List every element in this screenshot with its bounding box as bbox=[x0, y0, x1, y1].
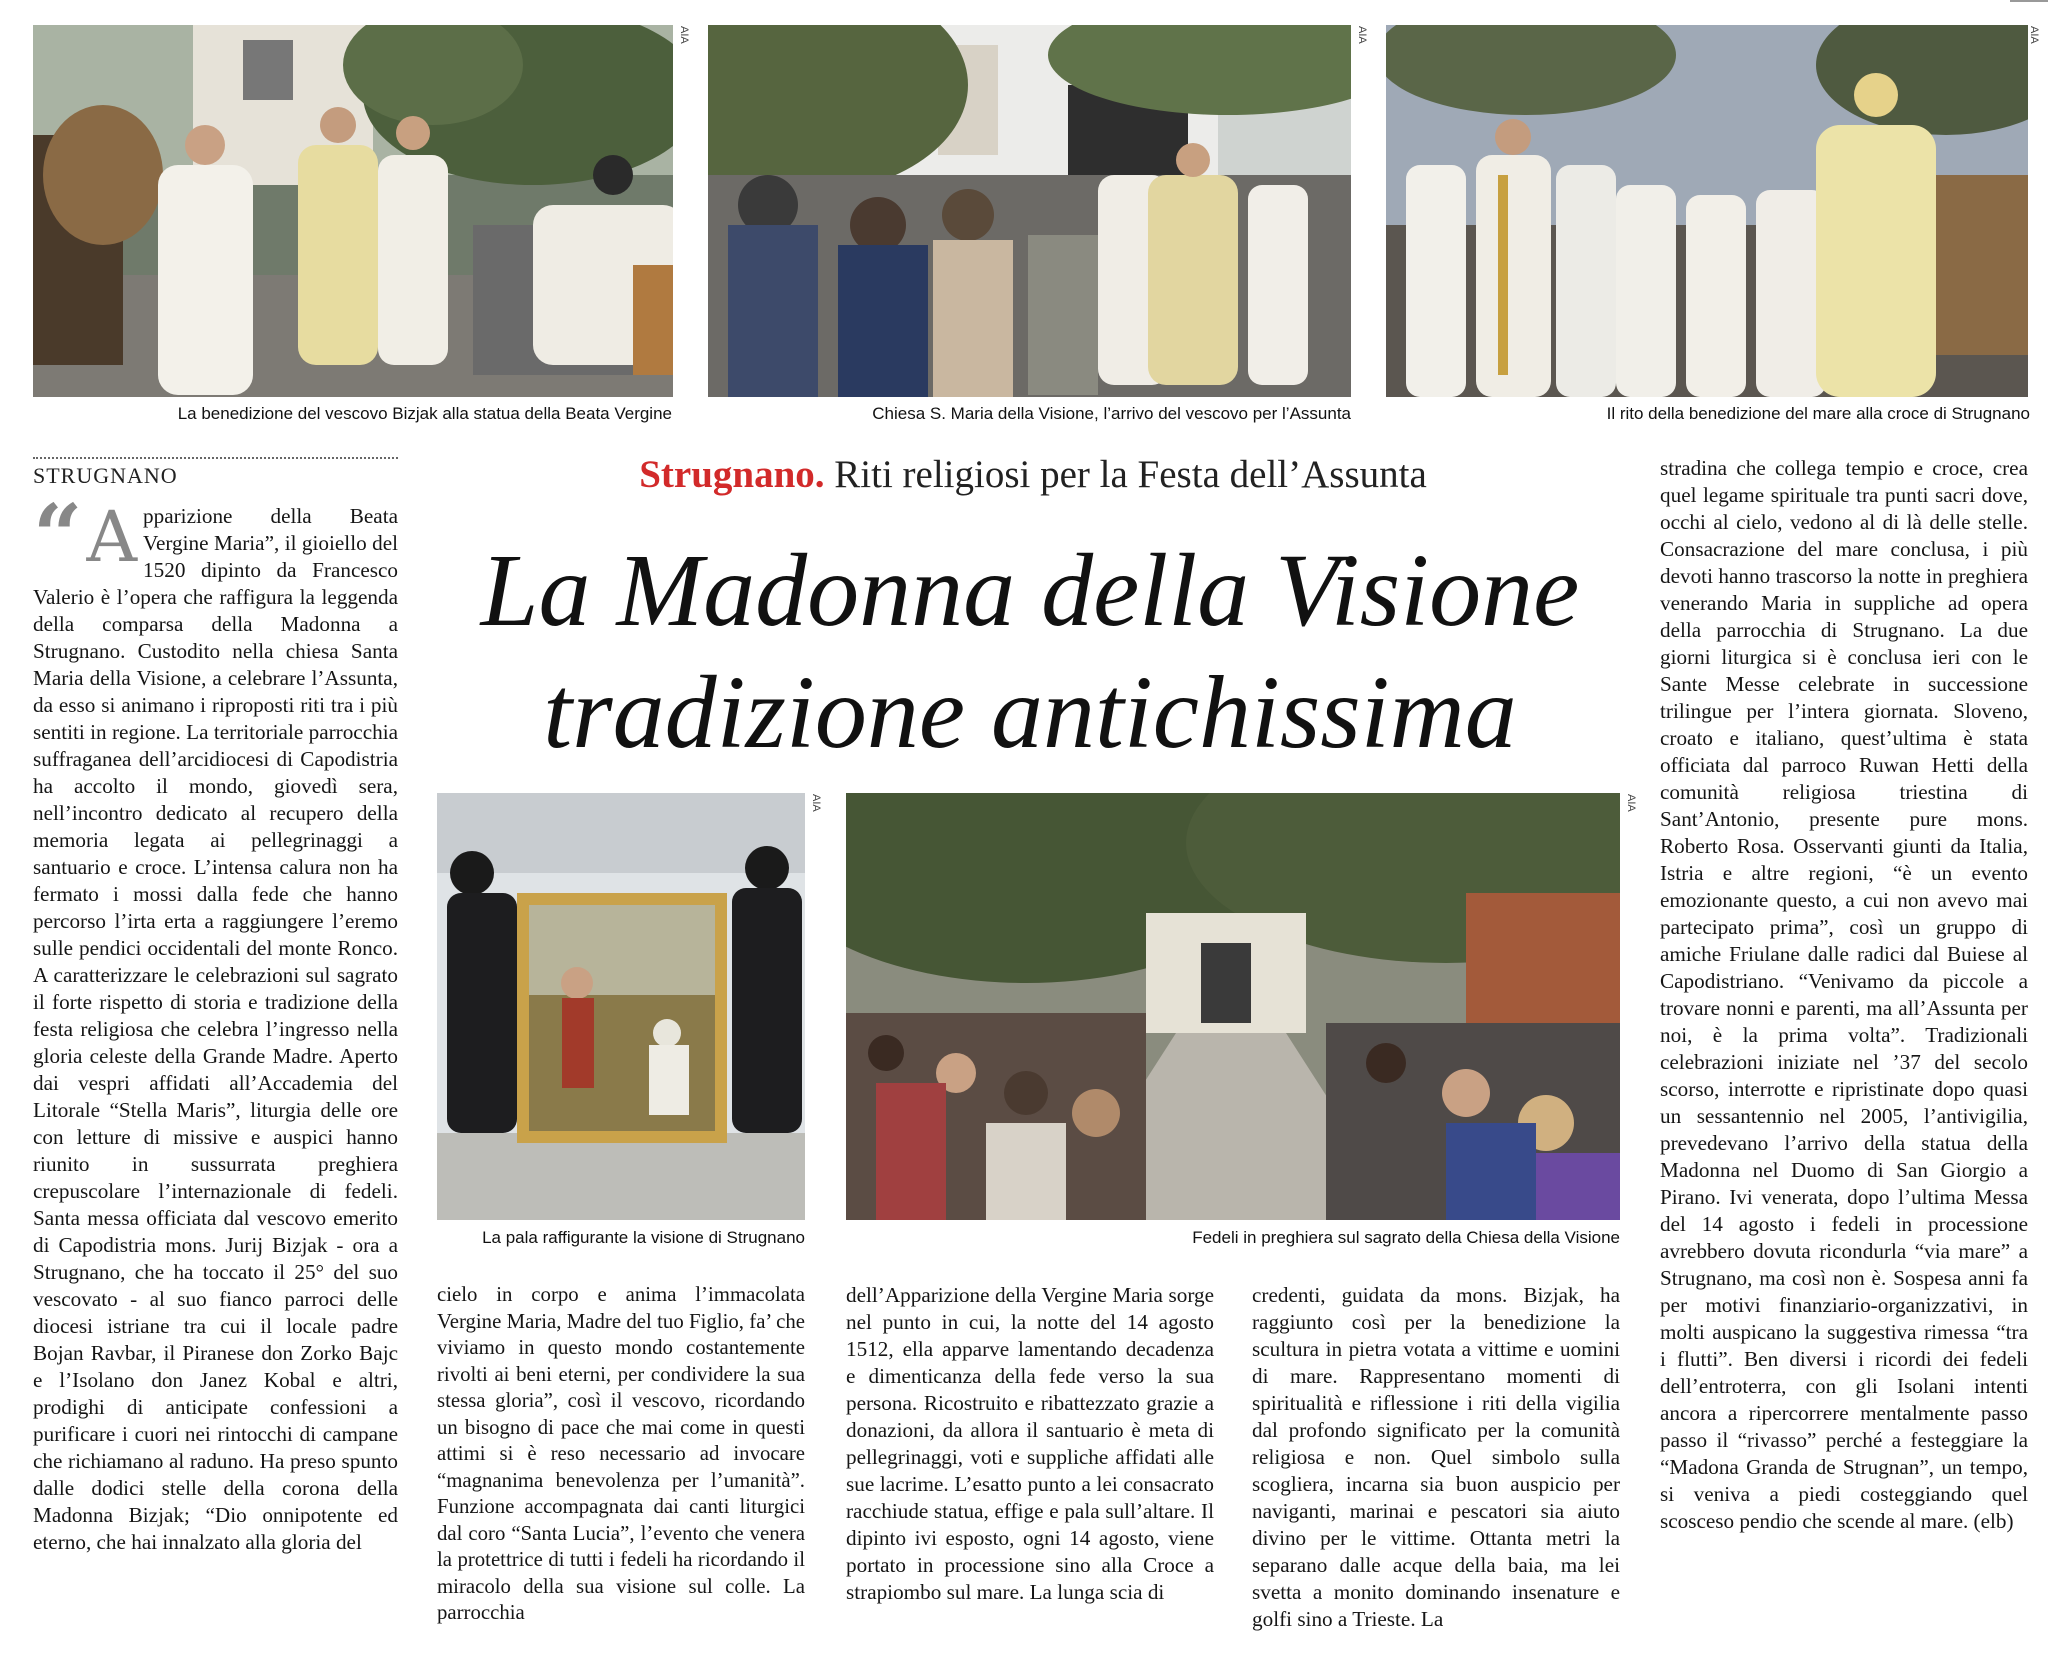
kicker bbox=[548, 452, 1518, 497]
article-column-4 bbox=[1252, 1282, 1620, 1633]
article-text: stradina che collega tempio e croce, crea quel legame spirituale tra punti sacri dove, occhi al cielo, vedono al di là delle stelle. Consacrazione del mare conclusa, i più devoti hanno trascorso la notte in preghiera venerando Maria in suppliche ad opera della parrocchia di Strugnano. La due giorni liturgica si è conclusa ieri con le Sante Messe celebrate in successione trilingue per l’intera giornata. Sloveno, croato e italiano, quest’ultima è stata officiata dal parroco Ruwan Hetti della comunità religiosa triestina di Sant’Antonio, presente pure mons. Roberto Rosa. Osservanti giunti da Italia, Istria e altre regioni, “è un evento emozionante questo, a cui non avevo mai partecipato prima”, così un gruppo di amiche Friulane dalle radici dal Buiese al Capodistriano. “Venivamo da piccole a trovare nonni e parenti, ma all’Assunta per noi, è la prima volta”. Tradizionali celebrazioni iniziate nel ’37 del secolo scorso, interrotte e ripristinate dopo quasi un sessantennio nel 2005, l’antivigilia, prevedevano l’arrivo della statua della Madonna nel Duomo di San Giorgio a Pirano. Ivi venerata, dopo l’ultima Messa del 14 agosto i fedeli in processione avrebbero dovuta ricondurla “via mare” a Strugnano, ma così non è. Sospesa anni fa per motivi finanziario-organizzativi, in molti auspicano la suggestiva rimessa “tra i flutti”. Ben diversi i ricordi dei fedeli dell’entroterra, con gli Isolani intenti ancora a ripercorrere mentalmente passo passo il “rivasso” perché a festeggiare la “Madona Granda de Strugnan”, un tempo, si veniva a piedi costeggiando quel scosceso pendio che scende al mare. (elb) bbox=[1660, 456, 2028, 1533]
article-column-2 bbox=[437, 1282, 805, 1627]
photo-caption: Chiesa S. Maria della Visione, l’arrivo del vescovo per l’Assunta bbox=[872, 404, 1351, 423]
photo-credit: AIA bbox=[1356, 26, 1368, 44]
headline bbox=[430, 530, 1630, 774]
kicker-text: Riti religiosi per la Festa dell’Assunta bbox=[834, 453, 1427, 496]
section-label: STRUGNANO bbox=[33, 457, 398, 489]
photo-credit: AIA bbox=[678, 26, 690, 44]
photo-credit: AIA bbox=[810, 794, 822, 812]
drop-cap: A bbox=[86, 496, 138, 578]
photo-altarpiece bbox=[437, 793, 805, 1220]
article-column-1 bbox=[33, 486, 398, 1556]
photo-faithful-praying bbox=[846, 793, 1620, 1220]
top-rule bbox=[2010, 0, 2048, 2]
photo-caption: La pala raffigurante la visione di Strugnano bbox=[482, 1228, 805, 1247]
photo-bishop-blessing-statue bbox=[33, 25, 673, 397]
article-text: credenti, guidata da mons. Bizjak, ha raggiunto così per la benedizione la scultura in pietra votata a vittime e uomini di mare. Rappresentano momenti di spiritualità e riflessione i riti della vigilia dal profondo significato per la comunità religiosa e non. Quel simbolo sulla scogliera, incarna sia buon auspicio per naviganti, marinai e pescatori sia aiuto divino per le vittime. Ottanta metri la separano dalle acque della baia, ma lei svetta a monito dominando insenature e golfi sino a Trieste. La bbox=[1252, 1283, 1620, 1631]
photo-caption: Il rito della benedizione del mare alla croce di Strugnano bbox=[1606, 404, 2030, 423]
article-column-5 bbox=[1660, 455, 2028, 1535]
photo-caption: Fedeli in preghiera sul sagrato della Chiesa della Visione bbox=[1192, 1228, 1620, 1247]
article-text: cielo in corpo e anima l’immacolata Vergine Maria, Madre del tuo Figlio, fa’ che viviamo in questo mondo costantemente rivolti ai beni eterni, per condividere la sua stessa gloria”, così il vescovo, ricordando un bisogno di pace che mai come in questi attimi si è reso necessario ad invocare “magnanima benevolenza per l’umanità”. Funzione accompagnata dai canti liturgici dal coro “Santa Lucia”, l’evento che venera la protettrice di tutti i fedeli ha ricordando il miracolo della sua visione sul colle. La parrocchia bbox=[437, 1283, 805, 1624]
headline-line-1: La Madonna della Visione bbox=[480, 533, 1580, 648]
headline-line-2: tradizione antichissima bbox=[543, 655, 1517, 770]
article-text: dell’Apparizione della Vergine Maria sorge nel punto in cui, la notte del 14 agosto 1512, ella apparve lamentando decadenza e dimenticanza della fede verso la sua persona. Ricostruito e ribattezzato grazie a donazioni, da allora il santuario è meta di pellegrinaggi, voti e suppliche affidati alle sue lacrime. L’esatto punto a lei consacrato racchiude statua, effige e pala sull’altare. Il dipinto ivi esposto, ogni 14 agosto, viene portato in processione sino alla Croce a strapiombo sul mare. La lunga scia di bbox=[846, 1283, 1214, 1604]
article-text: pparizione della Beata Vergine Maria”, il gioiello del 1520 dipinto da Francesco Valerio è l’opera che raffigura la leggenda della comparsa della Madonna a Strugnano. Custodito nella chiesa Santa Maria della Visione, a celebrare l’Assunta, da esso si animano i riproposti riti tra i più sentiti in regione. La territoriale parrocchia suffraganea dell’arcidiocesi di Capodistria ha accolto il mondo, giovedì sera, nell’incontro dedicato al recupero della memoria legata ai pellegrinaggi a santuario e croce. L’intensa calura non ha fermato i mossi dalla fede che hanno percorso l’irta erta a raggiungere l’eremo sulle pendici occidentali del monte Ronco. A caratterizzare le celebrazioni sul sagrato il forte rispetto di storia e tradizione della festa religiosa che celebra l’ingresso nella gloria celeste della Grande Madre. Aperto dai vespri affidati all’Accademia del Litorale “Stella Maris”, liturgia delle ore con letture di missive e auspici hanno riunito in sussurrata preghiera crepuscolare l’internazionale di fedeli. Santa messa officiata dal vescovo emerito di Capodistria mons. Jurij Bizjak - ora a Strugnano, che ha toccato il 25° del suo vescovato - al suo fianco parroci delle diocesi istriane tra cui il locale padre Bojan Ravbar, il Piranese don Zorko Bajc e l’Isolano don Janez Kobal e altri, prodighi di anticipate confessioni a purificare i cuori nei rintocchi di campane che richiamano al raduno. Ha preso spunto dalle dodici stelle della corona della Madonna Bizjak; “Dio onnipotente ed eterno, che hai innalzato alla gloria del bbox=[33, 504, 398, 1554]
photo-sea-blessing-cross bbox=[1386, 25, 2028, 397]
drop-quote: “ bbox=[33, 486, 83, 587]
photo-bishop-arrival-church bbox=[708, 25, 1351, 397]
photo-credit: AIA bbox=[1625, 794, 1637, 812]
photo-credit: AIA bbox=[2028, 26, 2040, 44]
article-column-3 bbox=[846, 1282, 1214, 1606]
kicker-location: Strugnano. bbox=[639, 453, 825, 496]
photo-caption: La benedizione del vescovo Bizjak alla statua della Beata Vergine bbox=[177, 404, 672, 423]
